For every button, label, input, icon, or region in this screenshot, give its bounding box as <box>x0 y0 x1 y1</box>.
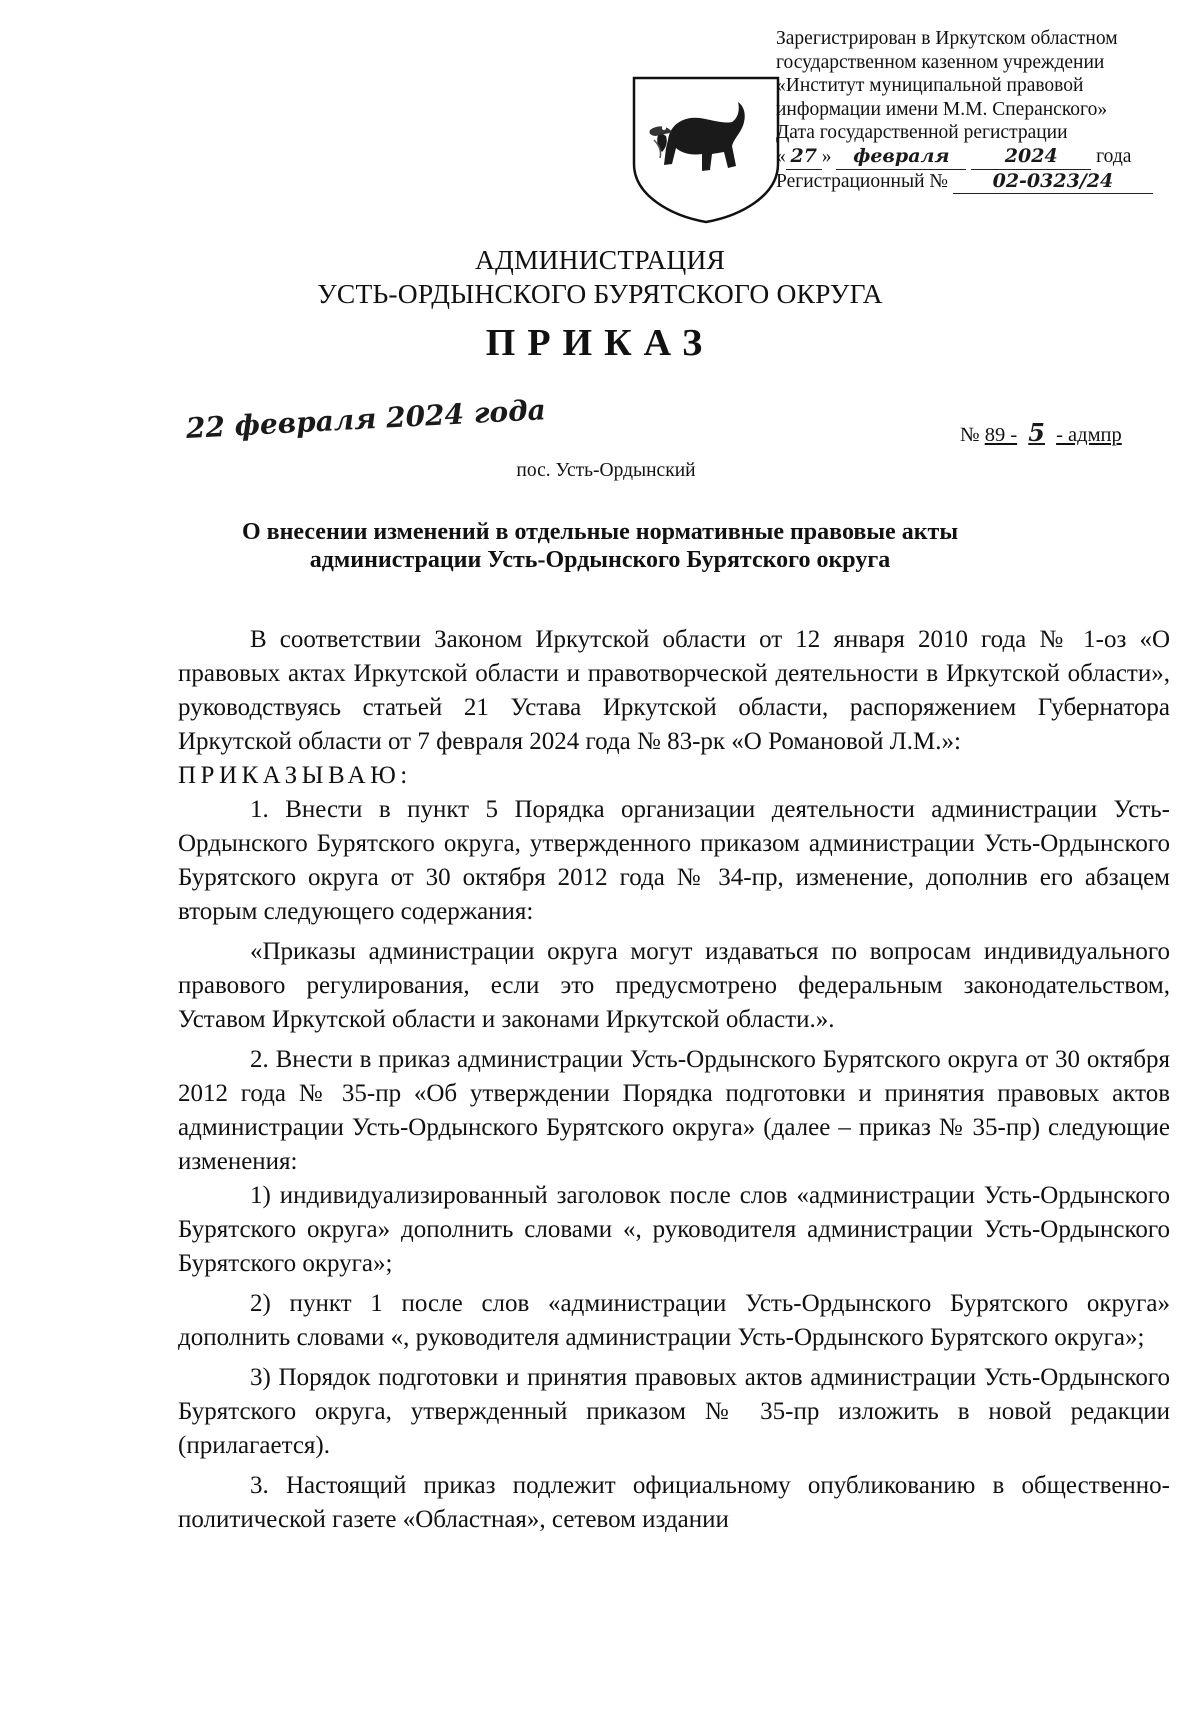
registration-line: Зарегистрирован в Иркутском областном <box>776 28 1118 49</box>
document-subject: О внесении изменений в отдельные нормативные правовые акты администрации Усть-Ордынского Бурятского округа <box>241 519 959 573</box>
document-body <box>178 623 1170 1537</box>
paragraph-2-item-1: 1) индивидуализированный заголовок после слов «администрации Усть-Ордынского Бурятского округа» дополнить словами «, руководителя администрации Усть-Ордынского Бурятского округа»; <box>178 1182 1170 1277</box>
registration-line: «Институт муниципальной правовой <box>776 75 1084 97</box>
paragraph-2-item-3: 3) Порядок подготовки и принятия правовых актов администрации Усть-Ордынского Бурятского округа, утвержденный приказом № 35-пр изложить в новой редакции (прилагается). <box>178 1364 1170 1459</box>
registration-date-month: февраля <box>853 144 950 167</box>
paragraph-2: 2. Внести в приказ администрации Усть-Ордынского Бурятского округа от 30 октября 2012 года № 35-пр «Об утверждении Порядка подготовки и принятия правовых актов администрации Усть-Ордынского Бурятского округа» (далее – приказ № 35-пр) следующие изменения: <box>178 1046 1170 1175</box>
document-number-hand: 5 <box>1028 418 1045 447</box>
paragraph-1-quote: «Приказы администрации округа могут издаваться по вопросам индивидуального правового регулирования, если это предусмотрено федеральным законодательством, Уставом Иркутской области и законами Иркутской области.». <box>178 938 1170 1033</box>
registration-date-year: 2024 <box>1004 144 1058 167</box>
registration-line: информации имени М.М. Сперанского» <box>776 98 1108 120</box>
document-place: пос. Усть-Ордынский <box>516 460 696 481</box>
order-word: ПРИКАЗЫВАЮ: <box>178 762 412 789</box>
registration-stamp <box>776 27 1166 194</box>
registration-date-day: 27 <box>790 144 817 167</box>
registration-number-value: 02-0323/24 <box>992 169 1114 192</box>
document-type: ПРИКАЗ <box>485 322 715 364</box>
paragraph-2-item-2: 2) пункт 1 после слов «администрации Усть-Ордынского Бурятского округа» дополнить словами «, руководителя администрации Усть-Ордынского Бурятского округа»; <box>178 1290 1170 1351</box>
paragraph-3: 3. Настоящий приказ подлежит официальному опубликованию в общественно-политической газете «Областная», сетевом издании <box>178 1472 1170 1533</box>
preamble-paragraph: В соответствии Законом Иркутской области от 12 января 2010 года № 1-оз «О правовых актах Иркутской области и правотворческой деятельности в Иркутской области», руководствуясь статьей 21 Устава Иркутской области, распоряжением Губернатора Иркутской области от 7 февраля 2024 года № 83-рк «О Романовой Л.М.»: <box>178 626 1170 755</box>
paragraph-1: 1. Внести в пункт 5 Порядка организации деятельности администрации Усть-Ордынского Бурятского округа, утвержденного приказом администрации Усть-Ордынского Бурятского округа от 30 октября 2012 года № 34-пр, изменение, дополнив его абзацем вторым следующего содержания: <box>178 796 1170 925</box>
registration-date: « 27 » февраля 2024 года <box>776 145 1166 170</box>
registration-line: Дата государственной регистрации <box>776 122 1068 144</box>
registration-date-suffix: года <box>1096 145 1132 167</box>
organization-name: АДМИНИСТРАЦИЯ УСТЬ-ОРДЫНСКОГО БУРЯТСКОГО ОКРУГА <box>317 244 883 309</box>
document-number: № 89 - 5 - адмпр <box>960 418 1122 447</box>
coat-of-arms-icon <box>628 72 784 224</box>
registration-line: государственном казенном учреждении <box>776 51 1105 73</box>
document-date: 22 февраля 2024 года <box>185 393 547 445</box>
registration-number: Регистрационный № 02-0323/24 <box>776 170 1166 195</box>
